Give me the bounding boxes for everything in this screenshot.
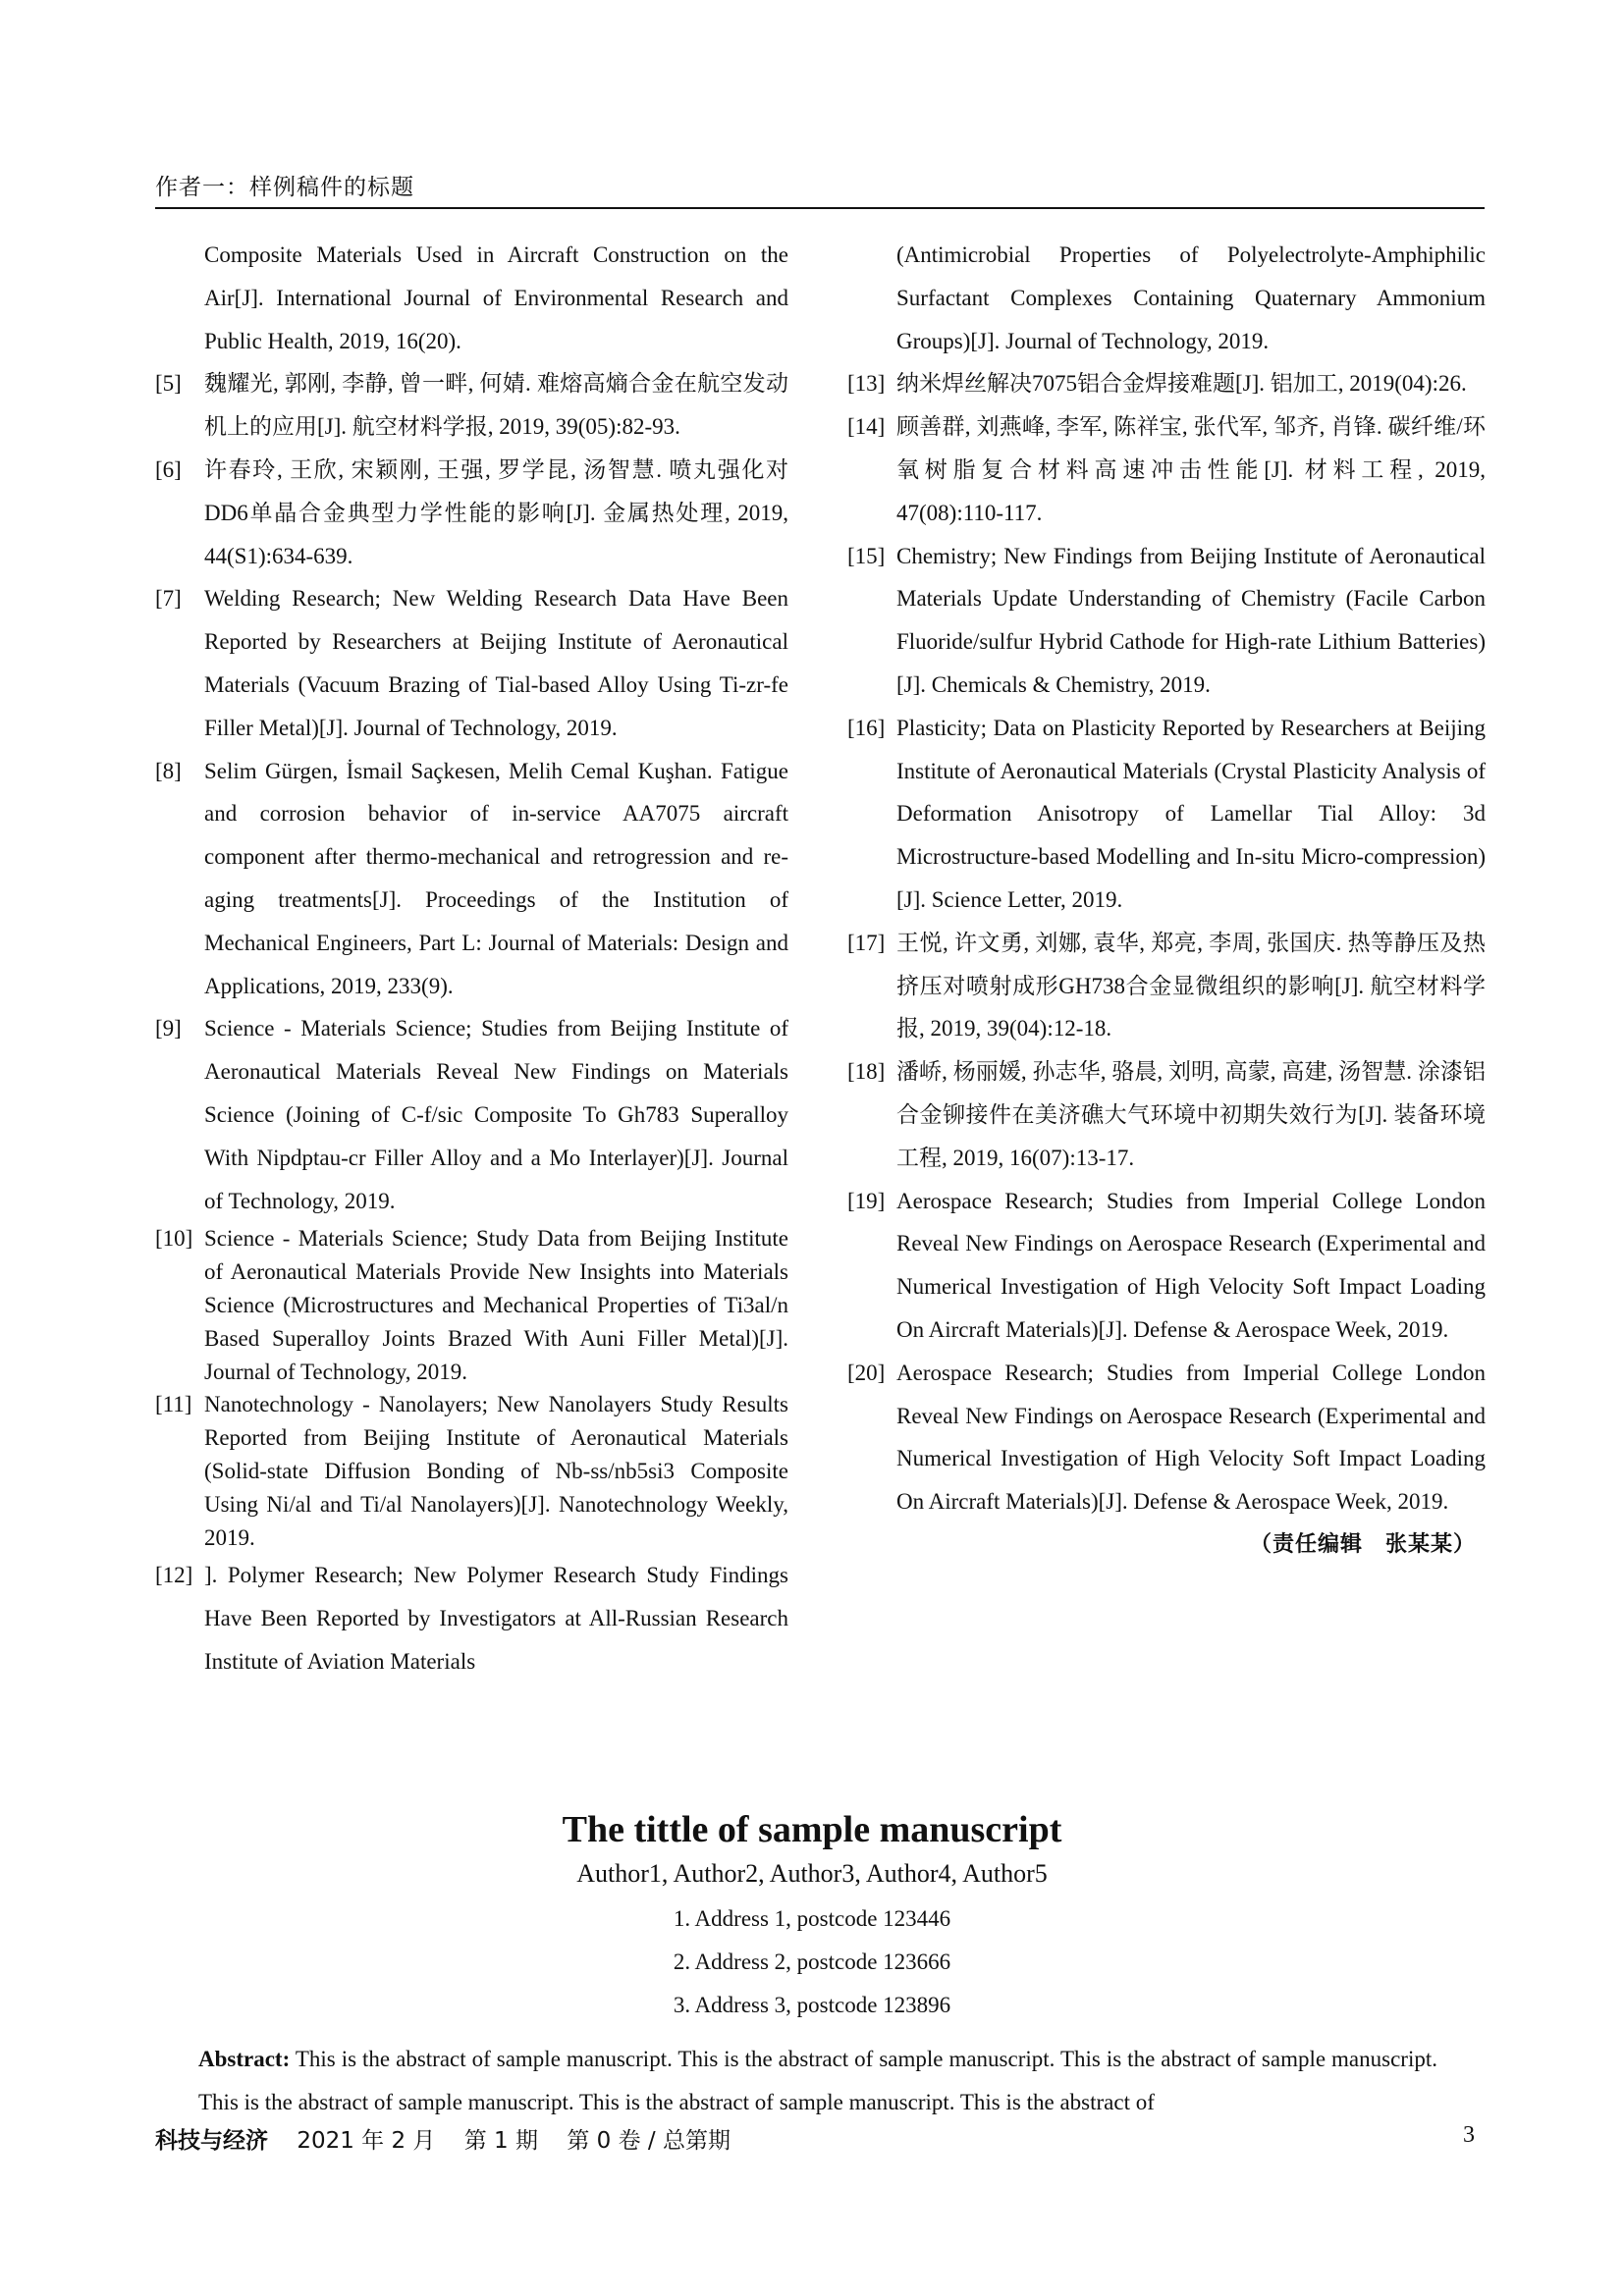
reference-item <box>847 1050 1486 1179</box>
reference-number: [11] <box>155 1392 192 1417</box>
reference-number: [5] <box>155 371 182 397</box>
address-line: 2. Address 2, postcode 123666 <box>673 1949 951 1974</box>
reference-text: Science - Materials Science; Study Data from Beijing Institute of Aeronautical Materials Provide New Insights into Materials Science (Microstructures and Mechanical Properties of Ti3al/n Based Superalloy Joints Brazed With Auni Filler Metal)[J]. Journal of Technology, 2019. <box>204 1226 788 1384</box>
reference-item <box>847 405 1486 534</box>
reference-item <box>847 1180 1486 1352</box>
journal-name: 科技与经济 <box>155 2128 268 2154</box>
reference-text: 魏耀光, 郭刚, 李静, 曾一畔, 何婧. 难熔高熵合金在航空发动机上的应用[J]. 航空材料学报, 2019, 39(05):82-93. <box>204 371 788 440</box>
address-line: 3. Address 3, postcode 123896 <box>673 1993 951 2017</box>
reference-text: ]. Polymer Research; New Polymer Research Study Findings Have Been Reported by Investigators at All-Russian Research Institute of Aviation Materials <box>204 1563 788 1674</box>
abstract-text: This is the abstract of sample manuscript. This is the abstract of sample manuscript. This is the abstract of sample manuscript. This is the abstract of sample manuscript. This is the abstract of sample manuscript. This is the abstract of <box>198 2047 1437 2114</box>
reference-text: Selim Gürgen, İsmail Saçkesen, Melih Cemal Kuşhan. Fatigue and corrosion behavior of in-service AA7075 aircraft component after thermo-mechanical and retrogression and re-aging treatments[J]. Proceedings of the Institution of Mechanical Engineers, Part L: Journal of Materials: Design and Applications, 2019, 233(9). <box>204 758 788 998</box>
reference-item <box>155 449 788 577</box>
reference-number: [17] <box>847 930 886 955</box>
abstract <box>198 2038 1437 2124</box>
reference-number: [13] <box>847 371 886 397</box>
reference-number: [12] <box>155 1563 193 1588</box>
reference-text: 潘峤, 杨丽媛, 孙志华, 骆晨, 刘明, 高蒙, 高建, 汤智慧. 涂漆铝合金铆接件在美济礁大气环境中初期失效行为[J]. 装备环境工程, 2019, 16(07):13-17. <box>896 1059 1486 1170</box>
editor-note: （责任编辑 张某某） <box>1249 1531 1476 1557</box>
reference-number: [10] <box>155 1226 193 1252</box>
reference-item <box>155 577 788 749</box>
reference-item <box>155 362 788 449</box>
reference-text: 纳米焊丝解决7075铝合金焊接难题[J]. 铝加工, 2019(04):26. <box>896 371 1467 397</box>
reference-number: [18] <box>847 1059 886 1085</box>
abstract-label: Abstract: <box>198 2047 291 2071</box>
reference-number: [6] <box>155 456 182 482</box>
reference-item <box>847 707 1486 922</box>
page-number: 3 <box>1463 2122 1475 2148</box>
reference-text: Science - Materials Science; Studies from Beijing Institute of Aeronautical Materials Reveal New Findings on Materials Science (Joining of C-f/sic Composite To Gh783 Superalloy With Nipdptau-cr Filler Alloy and a Mo Interlayer)[J]. Journal of Technology, 2019. <box>204 1016 788 1213</box>
reference-item <box>155 1388 788 1554</box>
reference-item <box>847 922 1486 1050</box>
reference-number: [8] <box>155 758 182 783</box>
reference-text: 王悦, 许文勇, 刘娜, 袁华, 郑亮, 李周, 张国庆. 热等静压及热挤压对喷射成形GH738合金显微组织的影响[J]. 航空材料学报, 2019, 39(04):12-18. <box>896 930 1486 1041</box>
reference-number: [7] <box>155 586 182 612</box>
references-left-column <box>155 234 788 1683</box>
reference-number: [20] <box>847 1360 886 1385</box>
reference-item <box>155 1007 788 1222</box>
reference-number: [14] <box>847 414 886 440</box>
reference-text: Plasticity; Data on Plasticity Reported by Researchers at Beijing Institute of Aeronautical Materials (Crystal Plasticity Analysis of Deformation Anisotropy of Lamellar Tial Alloy: 3d Microstructure-based Modelling and In-situ Micro-compression)[J]. Science Letter, 2019. <box>896 715 1486 912</box>
reference-text: 许春玲, 王欣, 宋颖刚, 王强, 罗学昆, 汤智慧. 喷丸强化对DD6单晶合金典型力学性能的影响[J]. 金属热处理, 2019, 44(S1):634-639. <box>204 456 788 568</box>
reference-item <box>847 535 1486 707</box>
address-line: 1. Address 1, postcode 123446 <box>673 1906 951 1931</box>
reference-number: [9] <box>155 1016 182 1041</box>
reference-text: Aerospace Research; Studies from Imperial College London Reveal New Findings on Aerospace Research (Experimental and Numerical Investigation of High Velocity Soft Impact Loading On Aircraft Materials)[J]. Defense & Aerospace Week, 2019. <box>896 1188 1486 1342</box>
reference-continuation: (Antimicrobial Properties of Polyelectrolyte-Amphiphilic Surfactant Complexes Containing Quaternary Ammonium Groups)[J]. Journal of Technology, 2019. <box>896 242 1486 353</box>
reference-text: Chemistry; New Findings from Beijing Institute of Aeronautical Materials Update Understanding of Chemistry (Facile Carbon Fluoride/sulfur Hybrid Cathode for High-rate Lithium Batteries)[J]. Chemicals & Chemistry, 2019. <box>896 543 1486 697</box>
reference-item <box>155 750 788 1008</box>
volume-info: 第 0 卷 / 总第期 <box>567 2128 731 2154</box>
reference-text: 顾善群, 刘燕峰, 李军, 陈祥宝, 张代军, 邹齐, 肖锋. 碳纤维/环氧树脂复合材料高速冲击性能[J]. 材料工程, 2019, 47(08):110-117. <box>896 414 1486 525</box>
reference-number: [15] <box>847 543 886 568</box>
reference-text: Welding Research; New Welding Research Data Have Been Reported by Researchers at Beijing Institute of Aeronautical Materials (Vacuum Brazing of Tial-based Alloy Using Ti-zr-fe Filler Metal)[J]. Journal of Technology, 2019. <box>204 586 788 740</box>
references-right-column <box>847 234 1486 1567</box>
reference-item <box>847 1352 1486 1523</box>
english-authors: Author1, Author2, Author3, Author4, Author5 <box>576 1859 1048 1888</box>
page-footer <box>155 2122 752 2155</box>
reference-number: [16] <box>847 715 886 740</box>
reference-item <box>155 1554 788 1682</box>
running-title: 作者一：样例稿件的标题 <box>155 175 414 200</box>
reference-number: [19] <box>847 1188 886 1213</box>
header-divider <box>155 207 1485 209</box>
reference-item <box>847 362 1486 405</box>
reference-item <box>155 1222 788 1388</box>
issue-date: 2021 年 2 月 <box>297 2128 436 2154</box>
reference-text: Aerospace Research; Studies from Imperial College London Reveal New Findings on Aerospace Research (Experimental and Numerical Investigation of High Velocity Soft Impact Loading On Aircraft Materials)[J]. Defense & Aerospace Week, 2019. <box>896 1360 1486 1515</box>
reference-text: Nanotechnology - Nanolayers; New Nanolayers Study Results Reported from Beijing Institute of Aeronautical Materials (Solid-state Diffusion Bonding of Nb-ss/nb5si3 Composite Using Ni/al and Ti/al Nanolayers)[J]. Nanotechnology Weekly, 2019. <box>204 1392 788 1550</box>
english-title: The tittle of sample manuscript <box>562 1809 1062 1850</box>
reference-continuation: Composite Materials Used in Aircraft Construction on the Air[J]. International Journal of Environmental Research and Public Health, 2019, 16(20). <box>204 242 788 353</box>
issue-number: 第 1 期 <box>463 2128 538 2154</box>
